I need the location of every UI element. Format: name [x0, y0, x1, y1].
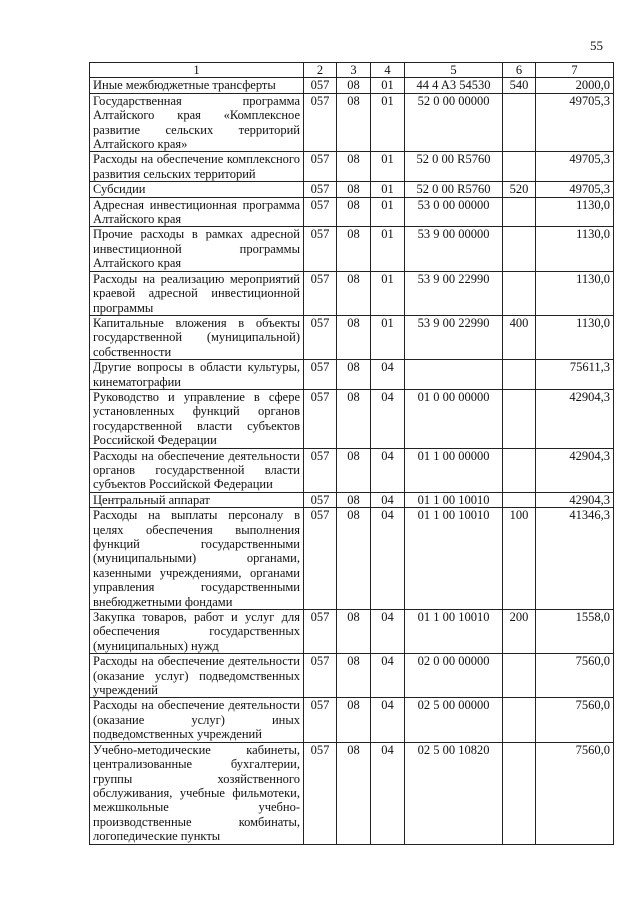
ministry-code-cell: 057	[304, 197, 337, 227]
subsection-code-cell: 04	[371, 698, 405, 742]
table-row	[90, 654, 614, 698]
section-code-cell: 08	[337, 197, 371, 227]
target-article-code-cell: 44 4 A3 54530	[405, 78, 503, 93]
target-article-code-cell: 01 0 00 00000	[405, 389, 503, 448]
table-row	[90, 271, 614, 315]
table-row	[90, 508, 614, 610]
table-row	[90, 448, 614, 492]
amount-cell: 49705,3	[536, 93, 614, 152]
target-article-code-cell: 53 9 00 22990	[405, 315, 503, 359]
expense-name-cell: Учебно-методические кабинеты, централизованные бухгалтерии, группы хозяйственного обслуживания, учебные фильмотеки, межшкольные учебно-производственные комбинаты, логопедические пункты	[90, 742, 304, 844]
expense-type-code-cell	[503, 654, 536, 698]
subsection-code-cell: 04	[371, 360, 405, 390]
expense-name-cell: Государственная программа Алтайского края «Комплексное развитие сельских территорий Алтайского края»	[90, 93, 304, 152]
table-row	[90, 197, 614, 227]
section-code-cell: 08	[337, 448, 371, 492]
expense-name-cell: Капитальные вложения в объекты государственной (муниципальной) собственности	[90, 315, 304, 359]
subsection-code-cell: 01	[371, 197, 405, 227]
section-code-cell: 08	[337, 271, 371, 315]
subsection-code-cell: 01	[371, 78, 405, 93]
expense-type-code-cell: 540	[503, 78, 536, 93]
expense-type-code-cell	[503, 152, 536, 182]
expense-name-cell: Руководство и управление в сфере установленных функций органов государственной власти субъектов Российской Федерации	[90, 389, 304, 448]
expense-name-cell: Субсидии	[90, 182, 304, 197]
col-header-1: 1	[90, 63, 304, 78]
expense-type-code-cell	[503, 271, 536, 315]
table-row	[90, 315, 614, 359]
subsection-code-cell: 01	[371, 227, 405, 271]
target-article-code-cell: 02 0 00 00000	[405, 654, 503, 698]
expense-type-code-cell	[503, 448, 536, 492]
subsection-code-cell: 04	[371, 742, 405, 844]
target-article-code-cell: 01 1 00 10010	[405, 492, 503, 507]
table-row	[90, 492, 614, 507]
amount-cell: 49705,3	[536, 152, 614, 182]
subsection-code-cell: 04	[371, 654, 405, 698]
ministry-code-cell: 057	[304, 182, 337, 197]
section-code-cell: 08	[337, 78, 371, 93]
col-header-6: 6	[503, 63, 536, 78]
expense-name-cell: Закупка товаров, работ и услуг для обеспечения государственных (муниципальных) нужд	[90, 610, 304, 654]
target-article-code-cell: 52 0 00 R5760	[405, 152, 503, 182]
table-row	[90, 610, 614, 654]
ministry-code-cell: 057	[304, 227, 337, 271]
ministry-code-cell: 057	[304, 654, 337, 698]
subsection-code-cell: 01	[371, 315, 405, 359]
header-row	[90, 63, 614, 78]
expense-type-code-cell	[503, 492, 536, 507]
target-article-code-cell: 02 5 00 00000	[405, 698, 503, 742]
amount-cell: 1130,0	[536, 271, 614, 315]
amount-cell: 7560,0	[536, 698, 614, 742]
section-code-cell: 08	[337, 93, 371, 152]
expense-name-cell: Центральный аппарат	[90, 492, 304, 507]
amount-cell: 1130,0	[536, 227, 614, 271]
expense-name-cell: Адресная инвестиционная программа Алтайского края	[90, 197, 304, 227]
ministry-code-cell: 057	[304, 152, 337, 182]
section-code-cell: 08	[337, 698, 371, 742]
expense-type-code-cell	[503, 360, 536, 390]
ministry-code-cell: 057	[304, 271, 337, 315]
target-article-code-cell: 02 5 00 10820	[405, 742, 503, 844]
col-header-5: 5	[405, 63, 503, 78]
ministry-code-cell: 057	[304, 360, 337, 390]
expense-type-code-cell	[503, 389, 536, 448]
amount-cell: 7560,0	[536, 742, 614, 844]
amount-cell: 1130,0	[536, 197, 614, 227]
table-row	[90, 152, 614, 182]
subsection-code-cell: 04	[371, 508, 405, 610]
amount-cell: 42904,3	[536, 492, 614, 507]
subsection-code-cell: 01	[371, 93, 405, 152]
table-row	[90, 78, 614, 93]
amount-cell: 7560,0	[536, 654, 614, 698]
expense-type-code-cell: 100	[503, 508, 536, 610]
expense-type-code-cell: 200	[503, 610, 536, 654]
subsection-code-cell: 04	[371, 492, 405, 507]
section-code-cell: 08	[337, 508, 371, 610]
amount-cell: 49705,3	[536, 182, 614, 197]
ministry-code-cell: 057	[304, 389, 337, 448]
section-code-cell: 08	[337, 654, 371, 698]
subsection-code-cell: 04	[371, 610, 405, 654]
table-row	[90, 389, 614, 448]
subsection-code-cell: 04	[371, 448, 405, 492]
section-code-cell: 08	[337, 360, 371, 390]
section-code-cell: 08	[337, 742, 371, 844]
amount-cell: 1130,0	[536, 315, 614, 359]
expense-name-cell: Другие вопросы в области культуры, кинематографии	[90, 360, 304, 390]
subsection-code-cell: 04	[371, 389, 405, 448]
expense-name-cell: Иные межбюджетные трансферты	[90, 78, 304, 93]
table-row	[90, 182, 614, 197]
expense-type-code-cell	[503, 227, 536, 271]
target-article-code-cell	[405, 360, 503, 390]
col-header-4: 4	[371, 63, 405, 78]
ministry-code-cell: 057	[304, 78, 337, 93]
expense-name-cell: Расходы на выплаты персоналу в целях обеспечения выполнения функций государственными (муниципальными) органами, казенными учреждениями, органами управления государственными внебюджетными фондами	[90, 508, 304, 610]
expense-name-cell: Расходы на реализацию мероприятий краевой адресной инвестиционной программы	[90, 271, 304, 315]
expense-name-cell: Расходы на обеспечение деятельности (оказание услуг) иных подведомственных учреждений	[90, 698, 304, 742]
amount-cell: 42904,3	[536, 448, 614, 492]
expense-name-cell: Прочие расходы в рамках адресной инвестиционной программы Алтайского края	[90, 227, 304, 271]
expense-name-cell: Расходы на обеспечение деятельности (оказание услуг) подведомственных учреждений	[90, 654, 304, 698]
ministry-code-cell: 057	[304, 448, 337, 492]
expense-type-code-cell	[503, 742, 536, 844]
table-row	[90, 698, 614, 742]
expense-type-code-cell	[503, 698, 536, 742]
amount-cell: 41346,3	[536, 508, 614, 610]
col-header-3: 3	[337, 63, 371, 78]
target-article-code-cell: 53 9 00 00000	[405, 227, 503, 271]
subsection-code-cell: 01	[371, 182, 405, 197]
expense-name-cell: Расходы на обеспечение комплексного развития сельских территорий	[90, 152, 304, 182]
target-article-code-cell: 01 1 00 10010	[405, 610, 503, 654]
target-article-code-cell: 52 0 00 R5760	[405, 182, 503, 197]
amount-cell: 2000,0	[536, 78, 614, 93]
subsection-code-cell: 01	[371, 152, 405, 182]
table-row	[90, 93, 614, 152]
table-row	[90, 742, 614, 844]
section-code-cell: 08	[337, 389, 371, 448]
section-code-cell: 08	[337, 610, 371, 654]
col-header-7: 7	[536, 63, 614, 78]
section-code-cell: 08	[337, 182, 371, 197]
budget-table	[89, 62, 614, 845]
page-number: 55	[590, 38, 603, 53]
ministry-code-cell: 057	[304, 315, 337, 359]
expense-type-code-cell	[503, 93, 536, 152]
ministry-code-cell: 057	[304, 93, 337, 152]
amount-cell: 42904,3	[536, 389, 614, 448]
target-article-code-cell: 52 0 00 00000	[405, 93, 503, 152]
section-code-cell: 08	[337, 227, 371, 271]
ministry-code-cell: 057	[304, 492, 337, 507]
target-article-code-cell: 01 1 00 10010	[405, 508, 503, 610]
table-row	[90, 360, 614, 390]
expense-type-code-cell: 520	[503, 182, 536, 197]
expense-name-cell: Расходы на обеспечение деятельности органов государственной власти субъектов Российской Федерации	[90, 448, 304, 492]
table-row	[90, 227, 614, 271]
target-article-code-cell: 53 0 00 00000	[405, 197, 503, 227]
ministry-code-cell: 057	[304, 742, 337, 844]
subsection-code-cell: 01	[371, 271, 405, 315]
amount-cell: 75611,3	[536, 360, 614, 390]
section-code-cell: 08	[337, 315, 371, 359]
ministry-code-cell: 057	[304, 508, 337, 610]
section-code-cell: 08	[337, 152, 371, 182]
section-code-cell: 08	[337, 492, 371, 507]
amount-cell: 1558,0	[536, 610, 614, 654]
expense-type-code-cell: 400	[503, 315, 536, 359]
ministry-code-cell: 057	[304, 698, 337, 742]
col-header-2: 2	[304, 63, 337, 78]
ministry-code-cell: 057	[304, 610, 337, 654]
expense-type-code-cell	[503, 197, 536, 227]
target-article-code-cell: 01 1 00 00000	[405, 448, 503, 492]
target-article-code-cell: 53 9 00 22990	[405, 271, 503, 315]
